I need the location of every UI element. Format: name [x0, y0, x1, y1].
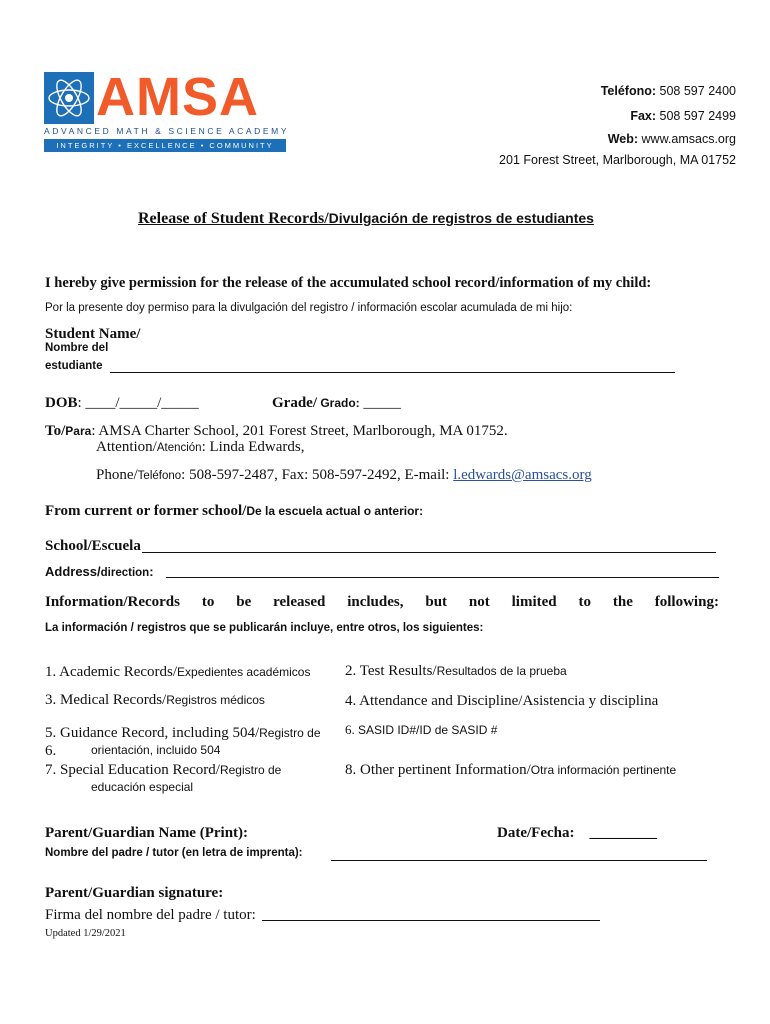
- logo-tagline: INTEGRITY • EXCELLENCE • COMMUNITY: [44, 139, 286, 152]
- email-link[interactable]: l.edwards@amsacs.org: [453, 467, 592, 483]
- item-7-es-1: Registro de: [219, 763, 282, 777]
- item-3-es: Registros médicos: [166, 693, 265, 707]
- info-heading-word: but: [425, 594, 448, 610]
- address-label-row: [45, 564, 154, 579]
- item-1-es: Expedientes académicos: [177, 665, 311, 679]
- grade-row: [272, 395, 401, 412]
- item-6: [345, 722, 497, 738]
- date-row: [497, 825, 657, 842]
- contact-address: 201 Forest Street, Marlborough, MA 01752: [499, 153, 736, 167]
- grade-field[interactable]: _____: [359, 395, 401, 411]
- permission-es: Por la presente doy permiso para la divulgación del registro / información escolar acumulada de mi hijo:: [45, 302, 573, 314]
- item-7-en: 7. Special Education Record/: [45, 762, 220, 778]
- web-label: Web:: [607, 132, 639, 146]
- parent-name-label: Parent/Guardian Name (Print):: [45, 825, 249, 841]
- dob-label: DOB: [45, 395, 78, 411]
- info-heading-word: includes,: [347, 594, 404, 610]
- info-heading-word: to: [578, 594, 592, 610]
- address-colon: :: [149, 564, 154, 579]
- info-heading-word: limited: [511, 594, 557, 610]
- signature-label: Parent/Guardian signature:: [45, 885, 224, 901]
- permission-en: I hereby give permission for the release of the accumulated school record/information of my child:: [45, 275, 652, 291]
- info-heading-word: released: [273, 594, 326, 610]
- item-7: [45, 762, 281, 779]
- to-label: To/: [45, 423, 66, 439]
- item-6-stray-number: 6.: [45, 743, 57, 759]
- item-6-num: 6.: [345, 722, 358, 737]
- item-5: [45, 725, 321, 742]
- item-2-en: 2. Test Results/: [345, 663, 437, 679]
- from-label-es: De la escuela actual o anterior:: [246, 504, 424, 518]
- phone-label: Teléfono:: [600, 84, 657, 98]
- contact-fax: [630, 109, 736, 123]
- title-en: Release of Student Records/: [138, 210, 329, 227]
- student-name-label-es-2: estudiante: [45, 360, 103, 372]
- from-label: From current or former school/: [45, 503, 247, 519]
- phone-line-values: : 508-597-2487, Fax: 508-597-2492, E-mail:: [181, 467, 454, 483]
- dob-row: [45, 395, 199, 412]
- date-label: Date/Fecha:: [497, 825, 575, 841]
- info-records-heading: [45, 594, 719, 611]
- item-3: [45, 692, 265, 709]
- info-heading-word: following:: [654, 594, 719, 610]
- to-line: [45, 423, 508, 440]
- attention-label: Attention/: [96, 439, 157, 455]
- item-2: [345, 663, 567, 680]
- item-1: [45, 664, 310, 681]
- atom-logo-icon: [44, 72, 94, 124]
- student-name-label-es-1: Nombre del: [45, 342, 109, 354]
- grade-label: Grade/: [272, 395, 317, 411]
- fax-label: Fax:: [630, 109, 657, 123]
- contact-web: [608, 132, 736, 146]
- item-8: [345, 762, 676, 779]
- address-label: Address/: [45, 564, 101, 579]
- info-heading-word: the: [612, 594, 633, 610]
- signature-field[interactable]: [262, 908, 600, 921]
- student-name-label: Student Name/: [45, 326, 141, 342]
- to-school: : AMSA Charter School, 201 Forest Street, Marlborough, MA 01752.: [91, 423, 508, 439]
- contact-phone: [601, 84, 736, 98]
- updated-date: Updated 1/29/2021: [45, 928, 126, 939]
- logo-subtitle: ADVANCED MATH & SCIENCE ACADEMY: [44, 126, 290, 136]
- item-8-en: 8. Other pertinent Information/: [345, 762, 531, 778]
- info-heading-word: to: [201, 594, 215, 610]
- fax-value: 508 597 2499: [659, 109, 736, 123]
- attention-label-es: Atención: [156, 442, 202, 454]
- student-name-field[interactable]: [110, 360, 675, 373]
- parent-name-field[interactable]: [331, 848, 707, 861]
- logo-wordmark: AMSA: [96, 67, 259, 127]
- item-7-es-2: educación especial: [91, 780, 194, 794]
- item-5-en: 5. Guidance Record, including 504/: [45, 725, 260, 741]
- web-value[interactable]: www.amsacs.org: [641, 132, 736, 146]
- school-label: School/Escuela: [45, 538, 141, 554]
- school-field[interactable]: [142, 540, 716, 553]
- item-2-es: Resultados de la prueba: [436, 664, 567, 678]
- item-5-es-1: Registro de: [259, 726, 321, 740]
- item-4: 4. Attendance and Discipline/Asistencia y disciplina: [345, 693, 659, 709]
- address-field[interactable]: [166, 565, 719, 578]
- attention-line: [96, 439, 304, 456]
- address-label-es: direction: [100, 567, 150, 579]
- info-heading-word: Information/Records: [45, 594, 180, 610]
- page-title: [138, 210, 594, 228]
- signature-es: Firma del nombre del padre / tutor:: [45, 907, 256, 923]
- phone-line: [96, 467, 592, 484]
- phone-line-label-es: Teléfono: [137, 470, 182, 482]
- from-line: [45, 503, 423, 520]
- parent-name-es: Nombre del padre / tutor (en letra de imprenta):: [45, 847, 303, 859]
- phone-line-label: Phone/: [96, 467, 138, 483]
- item-8-es: Otra información pertinente: [530, 763, 677, 777]
- to-label-es: Para: [65, 424, 92, 438]
- phone-value: 508 597 2400: [659, 84, 736, 98]
- item-3-en: 3. Medical Records/: [45, 692, 167, 708]
- info-heading-word: not: [468, 594, 490, 610]
- dob-field[interactable]: : ____/_____/_____: [77, 395, 199, 411]
- item-1-en: 1. Academic Records/: [45, 664, 178, 680]
- item-6-label: SASID ID#/ID de SASID #: [358, 723, 498, 737]
- info-records-es: La información / registros que se publicarán incluye, entre otros, los siguientes:: [45, 622, 484, 634]
- title-es: Divulgación de registros de estudiantes: [328, 210, 594, 226]
- item-5-es-2: orientación, incluido 504: [91, 743, 221, 757]
- info-heading-word: be: [236, 594, 252, 610]
- attention-name: : Linda Edwards,: [201, 439, 305, 455]
- grade-label-es: Grado:: [317, 396, 360, 410]
- date-field[interactable]: _________: [589, 825, 657, 841]
